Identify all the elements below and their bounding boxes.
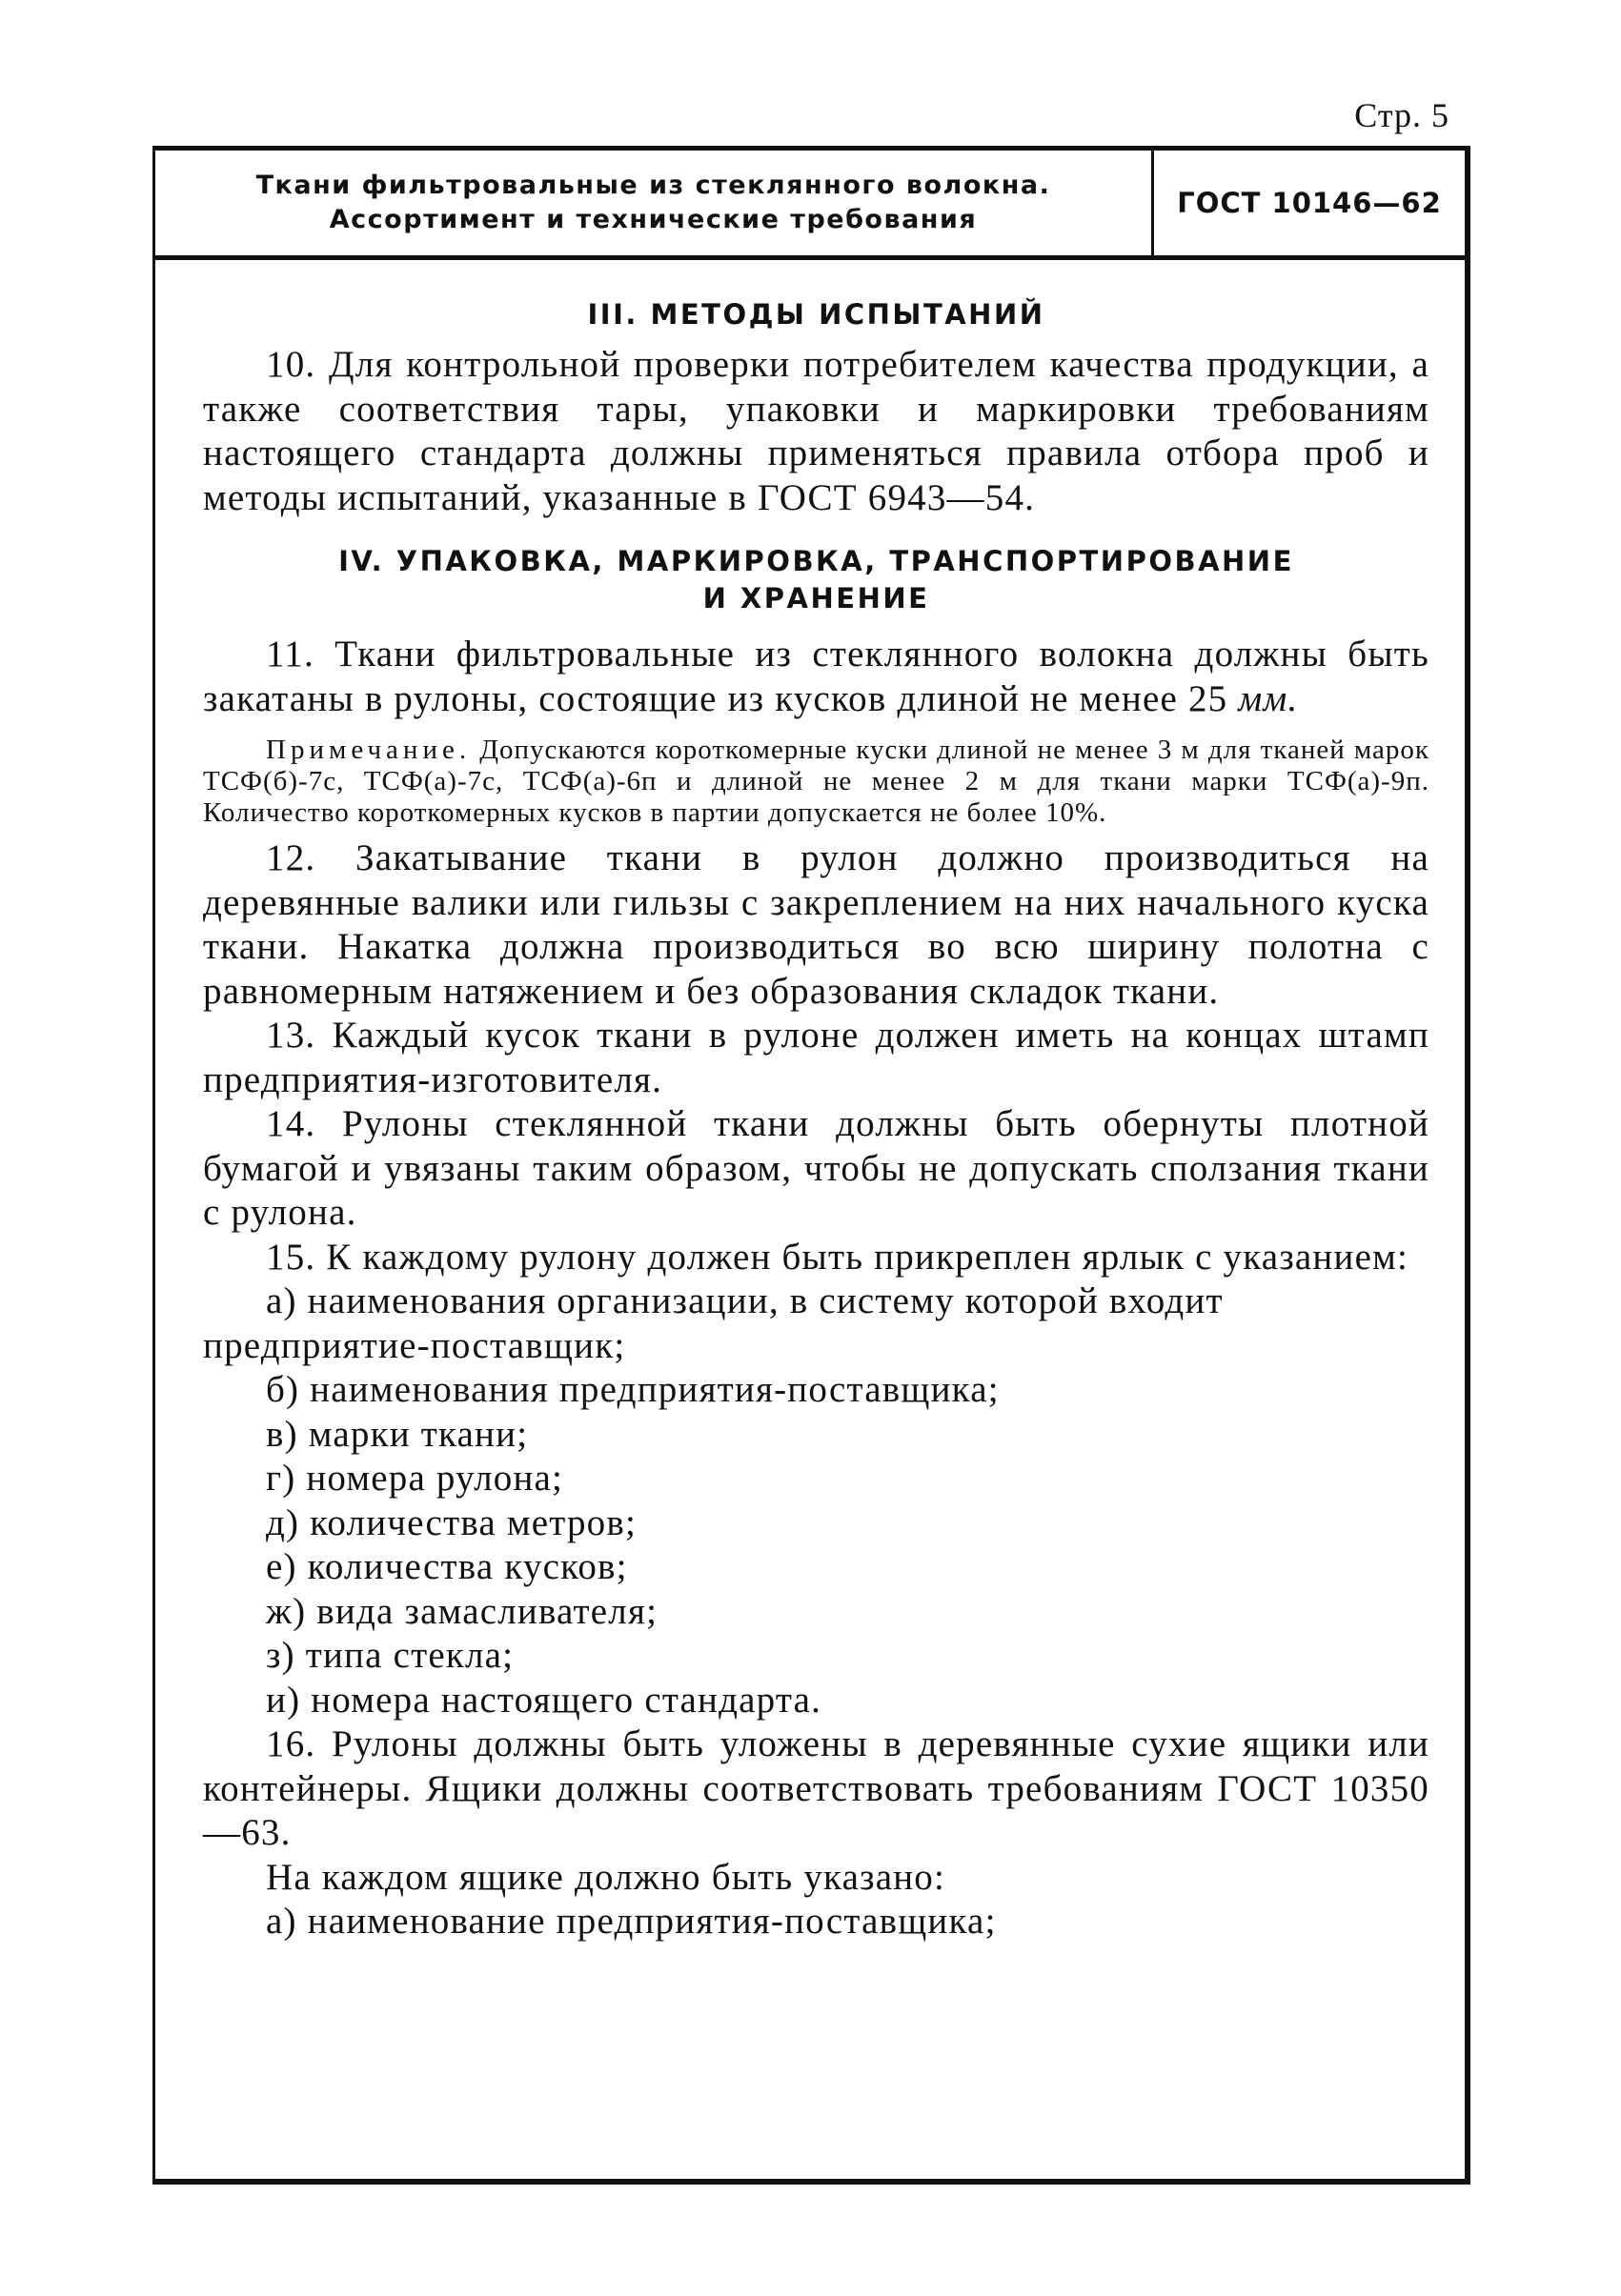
paragraph-16-box-intro: На каждом ящике должно быть указано:: [266, 1856, 946, 1898]
list-item: б) наименования предприятия-поставщика;: [266, 1369, 1000, 1410]
list-item: г) номера рулона;: [266, 1458, 564, 1499]
note-text: Допускаются короткомерные куски длиной не менее 3 м для тканей марок ТСФ(б)-7с, ТСФ(а)-7с, ТСФ(а)-6п и длиной не менее 2 м для ткани марки ТСФ(а)-9п. Количество короткомерных кусков в партии допускается не более 10%.: [203, 735, 1430, 828]
section-4-title-line-1: IV. УПАКОВКА, МАРКИРОВКА, ТРАНСПОРТИРОВАНИЕ: [338, 545, 1294, 577]
paragraph-11-unit: мм.: [1238, 677, 1299, 719]
list-item: а) наименование предприятия-поставщика;: [266, 1901, 997, 1942]
paragraph-16: 16. Рулоны должны быть уложены в деревянные сухие ящики или контейнеры. Ящики должны соответствовать требованиям ГОСТ 10350—63.: [203, 1723, 1429, 1853]
list-item: е) количества кусков;: [266, 1546, 628, 1587]
list-item: и) номера настоящего стандарта.: [266, 1679, 822, 1721]
list-item: ж) вида замасливателя;: [266, 1590, 659, 1632]
document-body: [203, 296, 1429, 1944]
paragraph-11: [203, 633, 1429, 721]
paragraph-14: 14. Рулоны стеклянной ткани должны быть обернуты плотной бумагой и увязаны таким образом, чтобы не допускать сползания ткани с рулона.: [203, 1103, 1429, 1233]
paragraph-12: 12. Закатывание ткани в рулон должно производиться на деревянные валики или гильзы с закреплением на них начального куска ткани. Накатка должна производиться во всю ширину полотна с равномерным натяжением и без образования складок ткани.: [203, 837, 1429, 1012]
paragraph-10: 10. Для контрольной проверки потребителем качества продукции, а также соответствия тары, упаковки и маркировки требованиям настоящего стандарта должны применяться правила отбора проб и методы испытаний, указанные в ГОСТ 6943—54.: [203, 344, 1429, 518]
section-4-title-line-2: И ХРАНЕНИЕ: [702, 582, 930, 614]
document-title-line-2: Ассортимент и технические требования: [329, 205, 978, 234]
list-item: з) типа стекла;: [266, 1635, 515, 1676]
page-number: Стр. 5: [1354, 96, 1449, 134]
section-3-title: III. МЕТОДЫ ИСПЫТАНИЙ: [587, 298, 1045, 331]
section-4-title: [203, 543, 1429, 617]
paragraph-11-text: 11. Ткани фильтровальные из стеклянного волокна должны быть закатаны в рулоны, состоящие из кусков длиной не менее 25: [203, 634, 1429, 719]
list-item: в) марки ткани;: [266, 1413, 529, 1455]
standard-code: ГОСТ 10146—62: [1177, 187, 1442, 219]
document-title-line-1: Ткани фильтровальные из стеклянного волокна.: [255, 171, 1051, 200]
page-frame: [152, 146, 1470, 2185]
list-item: а) наименования организации, в систему которой входит предприятие-поставщик;: [203, 1280, 1224, 1366]
list-item: д) количества метров;: [266, 1501, 638, 1543]
document-header: [155, 146, 1465, 260]
document-title: [155, 151, 1154, 255]
note-label: Примечание.: [266, 735, 472, 765]
paragraph-15: 15. К каждому рулону должен быть прикреплен ярлык с указанием:: [266, 1236, 1409, 1278]
paragraph-13: 13. Каждый кусок ткани в рулоне должен иметь на концах штамп предприятия-изготовителя.: [203, 1015, 1429, 1100]
note: [203, 735, 1429, 829]
